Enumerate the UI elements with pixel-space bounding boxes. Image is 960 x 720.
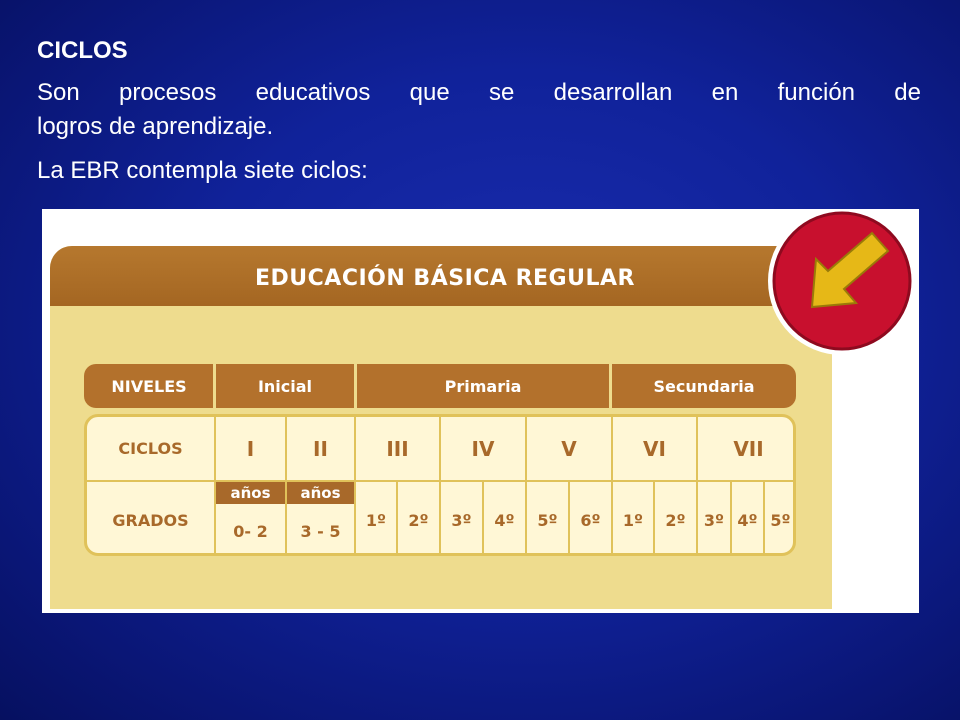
ebr-panel <box>50 246 832 609</box>
ebr-banner <box>50 246 832 306</box>
nivel-primaria: Primaria <box>444 376 522 396</box>
grado-primaria-2: 2º <box>408 511 429 530</box>
slide-text <box>37 34 921 188</box>
grado-primaria-5: 5º <box>537 511 558 530</box>
ciclos-grados-table <box>84 414 796 556</box>
banner-title: EDUCACIÓN BÁSICA REGULAR <box>255 266 635 291</box>
grado-secundaria-1: 1º <box>622 511 644 530</box>
grado-secundaria-4: 4º <box>737 511 758 530</box>
ciclo-v: V <box>561 436 577 461</box>
nivel-inicial: Inicial <box>257 376 313 396</box>
anos-tab-1: años <box>216 482 285 504</box>
nivel-secundaria: Secundaria <box>653 376 755 396</box>
niveles-row <box>84 364 796 408</box>
ebr-figure <box>42 209 919 613</box>
grado-primaria-3: 3º <box>451 511 472 530</box>
paragraph-line-2: logros de aprendizaje. <box>37 113 274 140</box>
arrow-down-left-icon <box>764 209 919 359</box>
ciclo-vii: VII <box>733 436 764 461</box>
ciclo-i: I <box>246 436 255 461</box>
paragraph-line-1: Son procesos educativos que se desarrollan en función de <box>37 79 921 106</box>
grado-primaria-6: 6º <box>580 511 601 530</box>
grado-secundaria-5: 5º <box>770 511 791 530</box>
ciclo-ii: II <box>313 436 328 461</box>
grados-label: GRADOS <box>112 511 189 530</box>
grado-inicial-1: 0- 2 <box>233 522 268 541</box>
slide-heading: CICLOS <box>37 37 128 64</box>
niveles-label: NIVELES <box>111 376 187 396</box>
grado-secundaria-2: 2º <box>665 511 686 530</box>
grado-secundaria-3: 3º <box>703 511 725 530</box>
paragraph-2: La EBR contempla siete ciclos: <box>37 157 368 184</box>
ciclo-vi: VI <box>643 436 666 461</box>
ciclos-label: CICLOS <box>118 439 183 458</box>
grado-primaria-1: 1º <box>365 511 387 530</box>
ciclo-iv: IV <box>471 436 495 461</box>
ciclo-iii: III <box>386 436 409 461</box>
grado-primaria-4: 4º <box>494 511 515 530</box>
anos-tab-2: años <box>287 482 354 504</box>
grado-inicial-2: 3 - 5 <box>300 522 341 541</box>
